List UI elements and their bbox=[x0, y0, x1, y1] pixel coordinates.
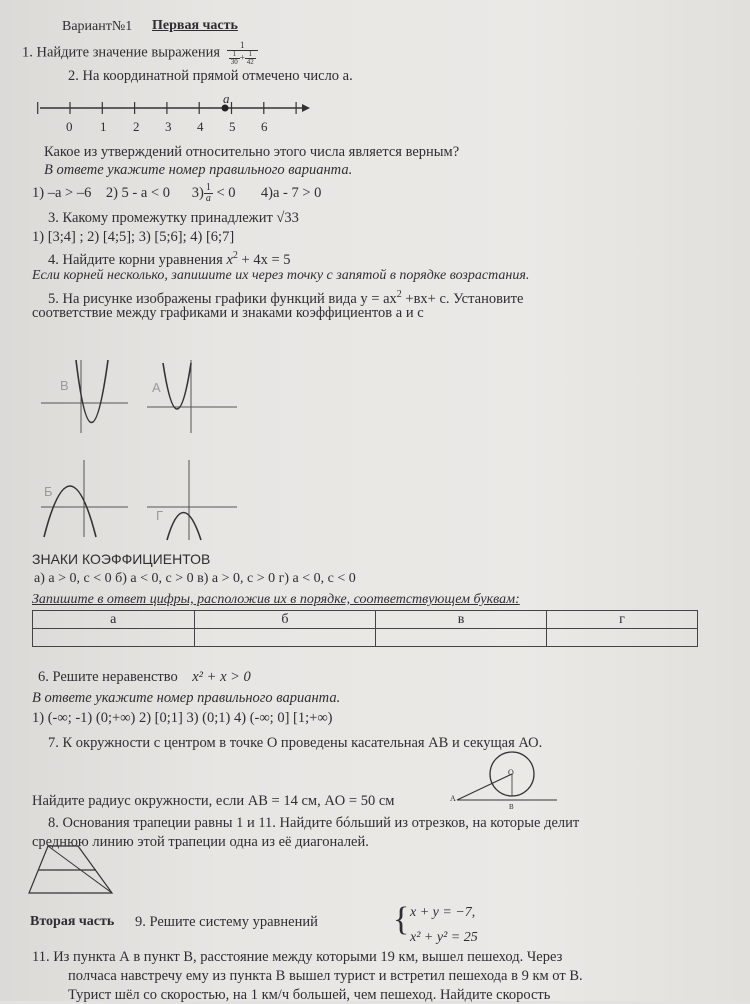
answer-table bbox=[32, 610, 698, 647]
signs-title: ЗНАКИ КОЭФФИЦИЕНТОВ bbox=[32, 551, 211, 567]
question-2-hint: В ответе укажите номер правильного варианта. bbox=[44, 162, 353, 178]
question-6-hint: В ответе укажите номер правильного варианта. bbox=[32, 690, 341, 706]
tick-label-2: 2 bbox=[133, 119, 140, 134]
question-6-inequality: x² + x > 0 bbox=[192, 669, 251, 685]
question-6-text: 6. Решите неравенство bbox=[38, 669, 178, 685]
part-title: Первая часть bbox=[152, 18, 238, 33]
signs-list: а) a > 0, c < 0 б) a < 0, c > 0 в) a > 0, c > 0 г) a < 0, c < 0 bbox=[34, 571, 356, 586]
question-6-options: 1) (-∞; -1) (0;+∞) 2) [0;1] 3) (0;1) 4) (-∞; 0] [1;+∞) bbox=[32, 710, 333, 726]
option-4: 4)a - 7 > 0 bbox=[260, 184, 322, 201]
tick-label-4: 4 bbox=[197, 119, 204, 134]
tick-label-1: 1 bbox=[100, 119, 107, 134]
system-brace: { bbox=[393, 901, 410, 938]
answer-header-v: в bbox=[376, 611, 547, 629]
question-8-line-2: среднюю линию этой трапеции одна из её диагоналей. bbox=[32, 834, 369, 850]
question-1-text: 1. Найдите значение выражения bbox=[22, 44, 221, 61]
graph-a bbox=[145, 355, 245, 435]
answer-cell-a[interactable] bbox=[33, 629, 195, 647]
graph-label-a: А bbox=[152, 380, 161, 395]
variant-label: Вариант№1 bbox=[62, 19, 133, 34]
question-4: 4. Найдите корни уравнения $x^2 + 4x = 5$ bbox=[48, 250, 291, 268]
graph-label-v: Б bbox=[44, 484, 53, 499]
question-7-question: Найдите радиус окружности, если AB = 14 см, AO = 50 см bbox=[32, 793, 395, 809]
point-label-a: a bbox=[223, 91, 230, 106]
point-b-label: В bbox=[509, 803, 514, 811]
answer-cell-b[interactable] bbox=[194, 629, 376, 647]
graph-g bbox=[145, 455, 245, 540]
number-line bbox=[40, 92, 330, 132]
question-6 bbox=[38, 668, 251, 686]
system-equation-1: x + y = −7, bbox=[410, 905, 476, 920]
question-11-line-3: Турист шёл со скоростью, на 1 км/ч большей, чем пешеход. Найдите скорость bbox=[68, 987, 551, 1003]
question-1 bbox=[22, 40, 258, 66]
tick-label-3: 3 bbox=[165, 119, 172, 134]
answer-cell-g[interactable] bbox=[546, 629, 697, 647]
question-7-text: 7. К окружности с центром в точке О проведены касательная АВ и секущая АО. bbox=[48, 735, 543, 751]
option-3-fraction: $\frac{1}{a}$ bbox=[205, 182, 211, 204]
question-2-text: 2. На координатной прямой отмечено число а. bbox=[68, 68, 353, 84]
point-a-label: А bbox=[450, 794, 456, 803]
number-line-labels bbox=[66, 118, 268, 136]
question-11-line-1: 11. Из пункта А в пункт В, расстояние между которыми 19 км, вышел пешеход. Через bbox=[32, 949, 563, 965]
question-2-question: Какое из утверждений относительно этого числа является верным? bbox=[44, 144, 460, 160]
answer-header-g: г bbox=[546, 611, 697, 629]
answer-header-b: б bbox=[194, 611, 376, 629]
tick-label-0: 0 bbox=[66, 119, 73, 134]
question-3-options: 1) [3;4] ; 2) [4;5]; 3) [5;6]; 4) [6;7] bbox=[32, 229, 235, 245]
answer-cell-v[interactable] bbox=[376, 629, 547, 647]
question-4-hint: Если корней несколько, запишите их через точку с запятой в порядке возрастания. bbox=[32, 268, 530, 283]
tick-label-6: 6 bbox=[261, 119, 268, 134]
option-3-rest: < 0 bbox=[216, 184, 236, 201]
question-9-text: 9. Решите систему уравнений bbox=[135, 914, 318, 930]
question-5-line-2: соответствие между графиками и знаками коэффициентов а и с bbox=[32, 305, 424, 321]
graph-label-g: Г bbox=[156, 508, 164, 523]
question-2-options bbox=[32, 183, 321, 204]
question-11-line-2: полчаса навстречу ему из пункта В вышел турист и встретил пешехода в 9 км от В. bbox=[68, 968, 583, 984]
option-3: 3) bbox=[191, 184, 204, 201]
point-o-label: О bbox=[508, 768, 514, 777]
question-8-line-1: 8. Основания трапеции равны 1 и 11. Найдите бóльший из отрезков, на которые делит bbox=[48, 815, 580, 831]
graph-b bbox=[36, 355, 136, 435]
tick-label-5: 5 bbox=[229, 119, 236, 134]
graph-label-b: В bbox=[60, 378, 69, 393]
question-4-text: 4. Найдите корни уравнения bbox=[48, 251, 227, 268]
question-5-line-1: 5. На рисунке изображены графики функций вида $у = ах^2 +вх+ с$. Установите bbox=[48, 289, 524, 307]
part-2-title: Вторая часть bbox=[30, 914, 115, 929]
system-equation-2: x² + y² = 25 bbox=[410, 930, 478, 945]
question-1-fraction: 1 $\frac{1}{30}$ + $\frac{1}{42}$ bbox=[227, 40, 258, 66]
question-5-hint: Запишите в ответ цифры, расположив их в порядке, соответствующем буквам: bbox=[32, 592, 520, 607]
question-3-text: 3. Какому промежутку принадлежит √33 bbox=[48, 210, 299, 226]
option-2: 2) 5 - a < 0 bbox=[105, 184, 170, 201]
option-1: 1) –a > –6 bbox=[32, 184, 92, 201]
trapezoid-diagram bbox=[26, 843, 116, 898]
answer-header-a: а bbox=[33, 611, 195, 629]
